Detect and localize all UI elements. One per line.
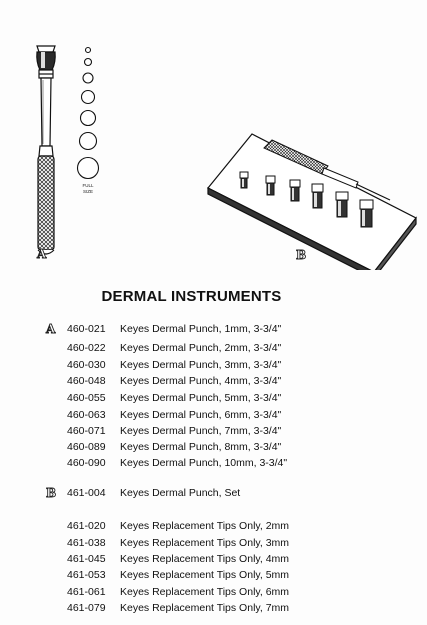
catalog-number: 460-022 <box>67 342 106 354</box>
catalog-number: 460-055 <box>67 392 106 404</box>
full-size-label: FULL <box>82 183 94 188</box>
product-description: Keyes Replacement Tips Only, 4mm <box>120 553 290 565</box>
catalog-number: 461-061 <box>67 586 106 598</box>
product-description: Keyes Dermal Punch, 8mm, 3-3/4" <box>120 441 282 453</box>
figure-b-punch-set-illustration <box>200 120 425 270</box>
product-description: Keyes Dermal Punch, 5mm, 3-3/4" <box>120 392 282 404</box>
catalog-number: 461-020 <box>67 520 106 532</box>
catalog-number: 461-045 <box>67 553 106 565</box>
catalog-number: 460-021 <box>67 323 106 335</box>
svg-text:SIZE: SIZE <box>82 189 94 194</box>
set-tray <box>208 134 416 270</box>
product-description: Keyes Replacement Tips Only, 7mm <box>120 602 290 614</box>
catalog-number: 460-089 <box>67 441 106 453</box>
figure-a-dermal-punch-illustration <box>22 38 112 270</box>
full-size-hole-circles <box>78 48 99 179</box>
figure-label-b: B <box>296 248 307 262</box>
product-description: Keyes Dermal Punch, 7mm, 3-3/4" <box>120 425 282 437</box>
catalog-number: 460-048 <box>67 375 106 387</box>
section-marker: B <box>46 486 57 500</box>
product-description: Keyes Dermal Punch, 6mm, 3-3/4" <box>120 409 282 421</box>
catalog-number: 461-079 <box>67 602 106 614</box>
product-description: Keyes Dermal Punch, 1mm, 3-3/4" <box>120 323 282 335</box>
catalog-number: 460-090 <box>67 457 106 469</box>
product-description: Keyes Dermal Punch, 2mm, 3-3/4" <box>120 342 282 354</box>
product-description: Keyes Replacement Tips Only, 3mm <box>120 537 290 549</box>
catalog-number: 460-071 <box>67 425 106 437</box>
product-description: Keyes Dermal Punch, 3mm, 3-3/4" <box>120 359 282 371</box>
catalog-number: 461-053 <box>67 569 106 581</box>
catalog-number: 461-038 <box>67 537 106 549</box>
product-description: Keyes Dermal Punch, 10mm, 3-3/4" <box>120 457 288 469</box>
page-title: DERMAL INSTRUMENTS <box>101 288 282 305</box>
product-description: Keyes Replacement Tips Only, 2mm <box>120 520 290 532</box>
dermal-punch-instrument <box>37 46 55 254</box>
catalog-number: 460-030 <box>67 359 106 371</box>
section-marker: A <box>46 322 56 336</box>
catalog-number: 460-063 <box>67 409 106 421</box>
product-description: Keyes Dermal Punch, Set <box>120 487 241 499</box>
product-description: Keyes Replacement Tips Only, 5mm <box>120 569 290 581</box>
figure-label-a: A <box>37 247 47 261</box>
product-description: Keyes Dermal Punch, 4mm, 3-3/4" <box>120 375 282 387</box>
product-description: Keyes Replacement Tips Only, 6mm <box>120 586 290 598</box>
catalog-number: 461-004 <box>67 487 106 499</box>
